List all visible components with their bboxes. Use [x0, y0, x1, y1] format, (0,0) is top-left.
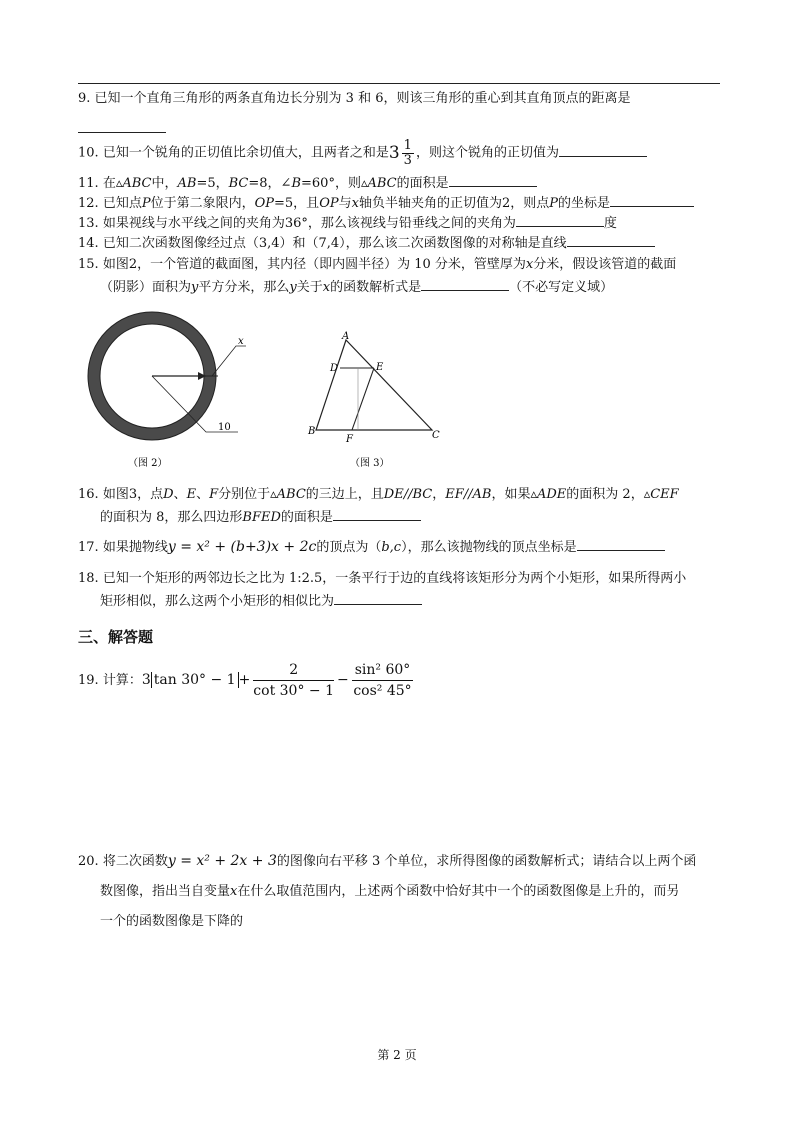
question-text: 已知一个直角三角形的两条直角边长分别为 3 和 6，则该三角形的重心到其直角顶点的距离是: [94, 91, 631, 106]
label-f: F: [346, 434, 353, 445]
variable: y: [191, 280, 199, 295]
text: 如图3，点: [102, 487, 164, 502]
text: 在: [102, 176, 116, 191]
point: D: [163, 487, 174, 502]
text: 已知点: [102, 196, 142, 211]
question-text: 如果视线与水平线之间的夹角为36°，那么该视线与铅垂线之间的夹角为: [102, 216, 516, 231]
answer-blank[interactable]: [334, 590, 422, 605]
text: 数图像，指出当自变量: [100, 884, 231, 899]
question-16: [78, 484, 723, 529]
question-text: 已知一个锐角的正切值比余切值大，且两者之和是: [102, 145, 389, 161]
question-number: 15.: [78, 257, 99, 272]
operator: −: [337, 672, 349, 688]
question-19: [78, 660, 723, 701]
quadrilateral-name: BFED: [242, 510, 281, 525]
text: =5，: [196, 176, 229, 191]
section-title: 三、解答题: [78, 628, 154, 646]
operator: +: [238, 672, 251, 688]
parallel-relation: DE//BC: [383, 487, 433, 502]
question-number: 19.: [78, 673, 99, 688]
variable: x: [322, 280, 331, 295]
triangle-name: ▵ADE: [530, 487, 567, 502]
answer-blank[interactable]: [78, 118, 166, 133]
triangle-name: ▵CEF: [643, 487, 679, 502]
text: 一个的函数图像是下降的: [100, 914, 244, 929]
question-14: [78, 232, 723, 255]
text: =8，∠: [248, 176, 292, 191]
question-17: [78, 536, 723, 559]
text: （阴影）面积为: [100, 280, 192, 295]
fraction-1: [253, 660, 334, 701]
text: 平方分米，那么: [198, 280, 290, 295]
point: P: [141, 196, 151, 211]
text: ），那么该抛物线的顶点坐标是: [401, 540, 577, 555]
text: 如果抛物线: [102, 540, 168, 555]
label-x: x: [238, 336, 244, 347]
text: 的坐标是: [557, 196, 610, 211]
label-d: D: [330, 363, 339, 374]
triangle-abc: [316, 340, 432, 430]
text: 的面积是: [396, 176, 449, 191]
quadratic-formula: y = x² + 2x + 3: [167, 853, 277, 869]
question-number: 9.: [78, 91, 91, 106]
question-number: 11.: [78, 176, 99, 191]
segment: AB: [177, 176, 197, 191]
text: 在什么取值范围内，上述两个函数中恰好其中一个的函数图像是上升的，而另: [237, 884, 680, 899]
triangle-name: ▵ABC: [270, 487, 306, 502]
text: 与: [338, 196, 352, 211]
question-text: 已知二次函数图像经过点（3,4）和（7,4），那么该二次函数图像的对称轴是直线: [102, 236, 567, 251]
question-20: [78, 846, 723, 937]
question-10: [78, 138, 723, 169]
triangle-name: ▵ABC: [115, 176, 152, 191]
text: 将二次函数: [102, 854, 168, 869]
fraction-denominator: 3: [403, 152, 412, 168]
parallel-relation: EF//AB: [445, 487, 492, 502]
fraction-numerator: 2: [253, 660, 334, 681]
answer-blank[interactable]: [421, 276, 509, 291]
variable: x: [525, 257, 534, 272]
angle-vertex: B: [291, 176, 302, 191]
fraction-numerator: 1: [403, 137, 412, 153]
figure-2: [78, 300, 268, 470]
coefficient: 3: [141, 672, 151, 688]
page-footer: 第 2 页: [377, 1048, 417, 1062]
text: =60°，则: [301, 176, 361, 191]
figure-3: [300, 330, 460, 470]
parabola-formula: y = x² + (b+3)x + 2c: [167, 539, 317, 555]
variable: y: [289, 280, 297, 295]
fraction: [402, 139, 414, 168]
question-number: 10.: [78, 145, 99, 161]
answer-blank[interactable]: [577, 536, 665, 551]
question-9: [78, 88, 723, 141]
question-15: [78, 254, 723, 299]
figure-2-caption: （图 2）: [128, 458, 168, 469]
variable: x: [230, 884, 238, 899]
text: 关于: [296, 280, 323, 295]
question-number: 18.: [78, 571, 99, 586]
point: E: [186, 487, 197, 502]
question-number: 16.: [78, 487, 99, 502]
text: ，如果: [491, 487, 531, 502]
text: 的图像向右平移 3 个单位，求所得图像的函数解析式；请结合以上两个函: [276, 854, 697, 869]
text: 的面积为 8，那么四边形: [100, 510, 243, 525]
label-b: B: [308, 426, 316, 437]
text: 的顶点为（: [316, 540, 382, 555]
text: 已知一个矩形的两邻边长之比为 1:2.5，一条平行于边的直线将该矩形分为两个小矩形，如果所得两小: [102, 571, 687, 586]
unit: 度: [603, 216, 617, 231]
question-number: 14.: [78, 236, 99, 251]
text: 分米，假设该管道的截面: [533, 257, 677, 272]
label-c: C: [432, 430, 440, 441]
text: 分别位于: [218, 487, 271, 502]
label-10: 10: [218, 422, 231, 433]
absolute-value: tan 30° − 1: [151, 672, 239, 688]
answer-blank[interactable]: [333, 506, 421, 521]
text: =5，且: [274, 196, 320, 211]
text: 矩形相似，那么这两个小矩形的相似比为: [100, 594, 335, 609]
answer-blank[interactable]: [516, 212, 604, 227]
vertex-params: b,c: [381, 540, 402, 555]
text: 的面积为 2，: [566, 487, 644, 502]
point: P: [549, 196, 558, 211]
segment-ef: [352, 368, 374, 430]
answer-blank[interactable]: [567, 232, 655, 247]
answer-blank[interactable]: [559, 142, 647, 157]
text: 位于第二象限内，: [150, 196, 255, 211]
segment: OP: [254, 196, 275, 211]
question-text: ，则这个锐角的正切值为: [415, 145, 559, 161]
fraction-denominator: cot 30° − 1: [253, 683, 334, 699]
question-number: 17.: [78, 540, 99, 555]
fraction-denominator: cos² 45°: [353, 683, 412, 699]
text: ，: [432, 487, 446, 502]
point: F: [209, 487, 219, 502]
variable: x: [351, 196, 359, 211]
mixed-number-int: 3: [388, 143, 400, 163]
question-number: 13.: [78, 216, 99, 231]
fraction-numerator: sin² 60°: [352, 660, 414, 681]
fraction-2: [352, 660, 414, 701]
text: 的函数解析式是: [330, 280, 422, 295]
triangle-name: ▵ABC: [360, 176, 397, 191]
text: 、: [196, 487, 210, 502]
text: 中，: [151, 176, 178, 191]
x-leader: [212, 346, 246, 376]
answer-blank[interactable]: [449, 172, 537, 187]
text: （不必写定义域）: [509, 280, 614, 295]
text: 的三边上，且: [305, 487, 384, 502]
text: 计算：: [102, 673, 142, 688]
label-a: A: [342, 331, 350, 342]
top-rule: [78, 83, 720, 84]
question-number: 12.: [78, 196, 99, 211]
question-18: [78, 568, 723, 613]
text: 、: [173, 487, 187, 502]
answer-blank[interactable]: [610, 192, 694, 207]
label-e: E: [376, 362, 384, 373]
text: 轴负半轴夹角的正切值为2，则点: [358, 196, 550, 211]
segment: BC: [228, 176, 249, 191]
question-number: 20.: [78, 854, 99, 869]
figure-3-caption: （图 3）: [350, 458, 390, 469]
text: 如图2，一个管道的截面图，其内径（即内圆半径）为 10 分米，管壁厚为: [102, 257, 526, 272]
segment: OP: [319, 196, 339, 211]
text: 的面积是: [280, 510, 333, 525]
